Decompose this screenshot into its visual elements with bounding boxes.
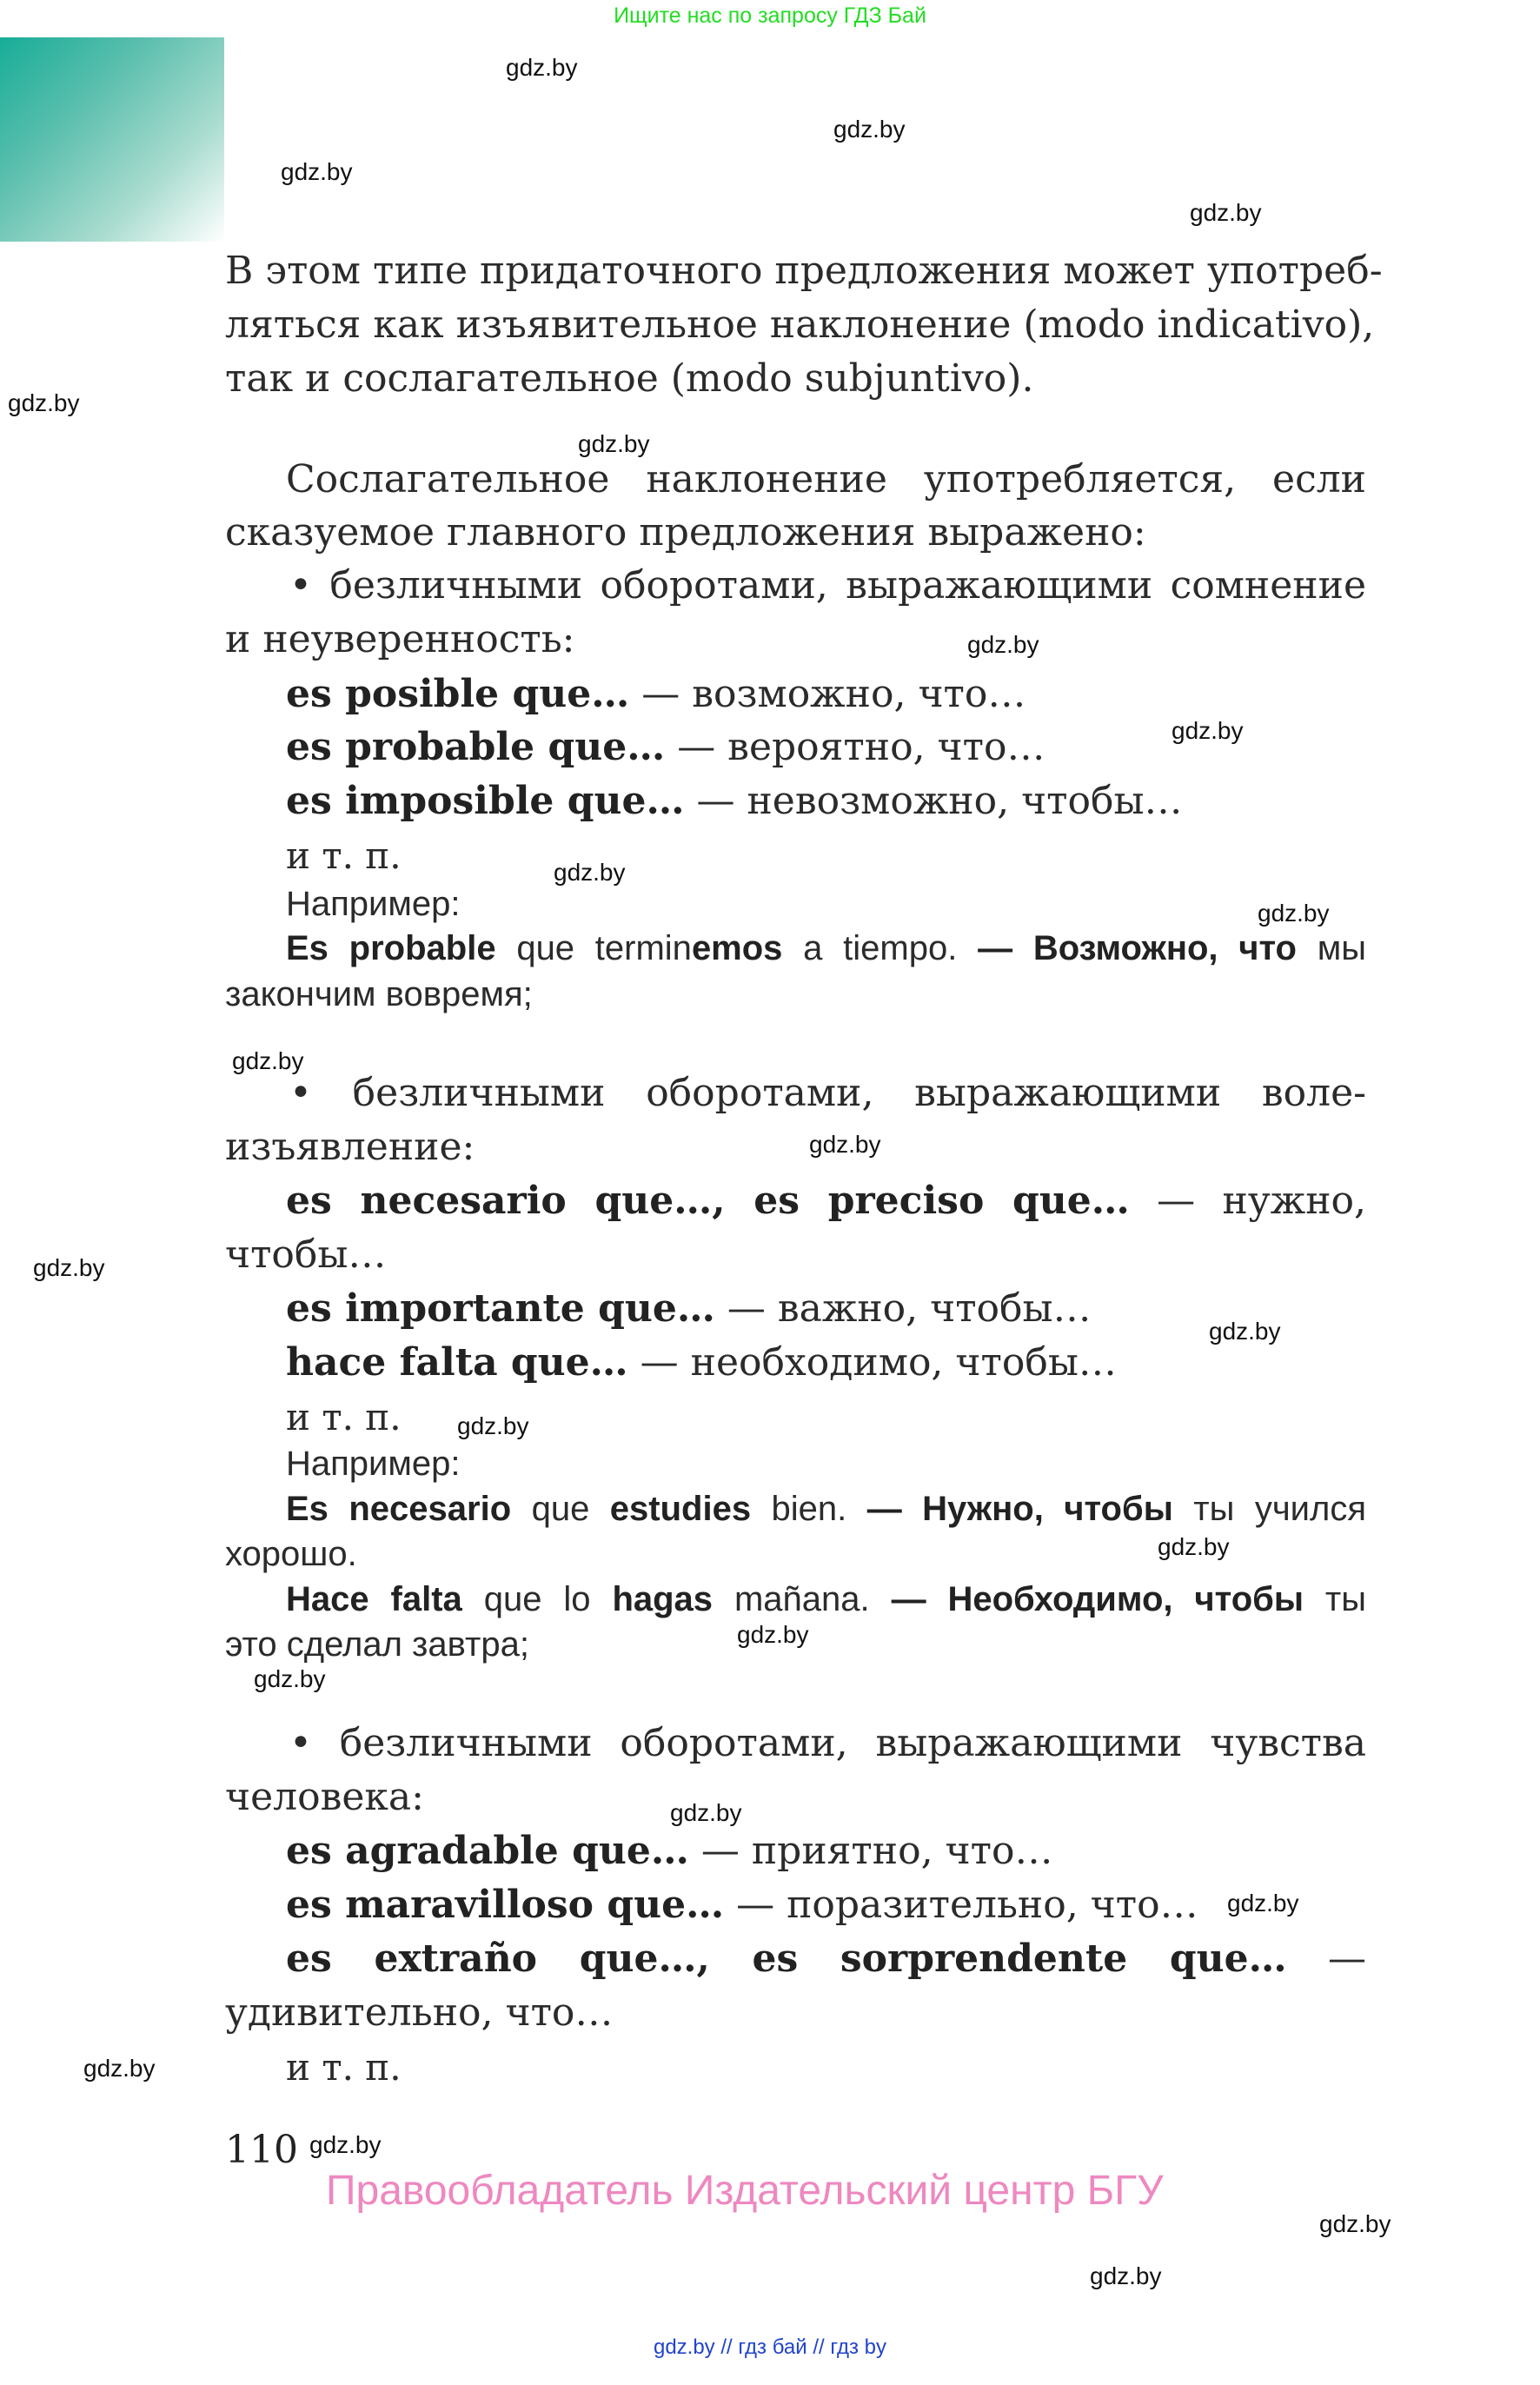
spanish-phrase: es maravilloso que… xyxy=(286,1883,725,1927)
section2-example-2-line-2: это сделал завтра; xyxy=(225,1625,529,1664)
section1-bullet-line-1: • безличными оборотами, выражающими сомнение xyxy=(289,563,1366,608)
translation: — невозможно, чтобы… xyxy=(684,779,1183,823)
watermark: gdz.by xyxy=(554,859,626,886)
section3-bullet-line-2: человека: xyxy=(225,1775,424,1819)
translation: — нужно, xyxy=(1129,1179,1366,1223)
translation: — вероятно, что… xyxy=(665,725,1045,769)
watermark: gdz.by xyxy=(578,430,650,457)
watermark: gdz.by xyxy=(1227,1890,1299,1917)
watermark: gdz.by xyxy=(809,1131,881,1158)
rule-line-2: сказуемое главного предложения выражено: xyxy=(225,510,1146,555)
watermark: gdz.by xyxy=(1209,1318,1281,1345)
translation: — важно, чтобы… xyxy=(714,1286,1092,1331)
spanish-phrase: es posible que… xyxy=(286,672,630,716)
section2-item-2 xyxy=(286,1286,1366,1331)
footer-links[interactable]: gdz.by // гдз бай // гдз by xyxy=(653,2335,887,2359)
section2-bullet-line-1: • безличными оборотами, выражающими воле- xyxy=(289,1071,1366,1115)
section3-item-1 xyxy=(286,1829,1366,1873)
translation: — xyxy=(1286,1937,1366,1981)
section1-example-line-1: Es probable que terminemos a tiempo. — Возможно, что мы xyxy=(286,929,1366,967)
watermark: gdz.by xyxy=(254,1665,326,1692)
section3-item-2 xyxy=(286,1883,1366,1927)
section1-item-1 xyxy=(286,672,1366,716)
watermark: gdz.by xyxy=(1158,1533,1230,1560)
section1-bullet-line-2: и неуверенность: xyxy=(225,617,575,661)
watermark: gdz.by xyxy=(1090,2262,1162,2289)
watermark: gdz.by xyxy=(457,1412,529,1439)
spanish-phrase: es importante que… xyxy=(286,1286,715,1331)
section3-item-3 xyxy=(286,1937,1366,1981)
spanish-phrase: es agradable que… xyxy=(286,1829,689,1873)
copyright-notice: Правообладатель Издательский центр БГУ xyxy=(326,2168,1164,2214)
section2-bullet-line-2: изъявление: xyxy=(225,1125,475,1169)
section2-item-1-cont: чтобы… xyxy=(225,1232,387,1277)
section1-example-line-2: закончим вовремя; xyxy=(225,975,533,1013)
spanish-phrase: hace falta que… xyxy=(286,1340,628,1385)
section2-example-label: Например: xyxy=(286,1445,461,1483)
watermark: gdz.by xyxy=(33,1254,105,1281)
section1-etc: и т. п. xyxy=(286,834,402,877)
section2-example-1-line-1: Es necesario que estudies bien. — Нужно, чтобы ты учился xyxy=(286,1490,1366,1528)
watermark: gdz.by xyxy=(309,2131,382,2158)
watermark: gdz.by xyxy=(1190,199,1262,226)
section2-example-1-line-2: хорошо. xyxy=(225,1535,357,1573)
rule-line-1: Сослагательное наклонение употребляется, если xyxy=(286,457,1366,502)
intro-line-2: ляться как изъявительное наклонение (modo indicativo), xyxy=(225,302,1375,347)
section2-item-3 xyxy=(286,1340,1366,1385)
watermark: gdz.by xyxy=(232,1047,304,1074)
section3-bullet-line-1: • безличными оборотами, выражающими чувства xyxy=(289,1721,1366,1765)
spanish-phrase: es necesario que…, es preciso que… xyxy=(286,1179,1130,1223)
spanish-phrase: es imposible que… xyxy=(286,779,685,823)
search-banner: Ищите нас по запросу ГДЗ Бай xyxy=(614,3,926,28)
watermark: gdz.by xyxy=(1319,2210,1391,2237)
intro-line-3: так и сослагательное (modo subjuntivo). xyxy=(225,356,1034,401)
section3-item-3-cont: удивительно, что… xyxy=(225,1990,614,2035)
section3-etc: и т. п. xyxy=(286,2046,402,2089)
translation: — возможно, что… xyxy=(629,672,1026,716)
spanish-phrase: es extraño que…, es sorprendente que… xyxy=(286,1937,1287,1981)
section1-item-3 xyxy=(286,779,1366,823)
watermark: gdz.by xyxy=(506,54,578,81)
section1-example-label: Например: xyxy=(286,885,461,923)
page-number: 110 xyxy=(225,2128,298,2172)
watermark: gdz.by xyxy=(8,389,80,416)
section2-example-2-line-1: Hace falta que lo hagas mañana. — Необходимо, чтобы ты xyxy=(286,1580,1367,1618)
section2-item-1 xyxy=(286,1179,1366,1223)
watermark: gdz.by xyxy=(83,2055,156,2082)
translation: — поразительно, что… xyxy=(724,1883,1198,1927)
watermark: gdz.by xyxy=(833,116,906,143)
watermark: gdz.by xyxy=(1172,717,1244,744)
watermark: gdz.by xyxy=(1258,900,1330,927)
translation: — приятно, что… xyxy=(688,1829,1053,1873)
translation: — необходимо, чтобы… xyxy=(627,1340,1117,1385)
watermark: gdz.by xyxy=(737,1621,809,1648)
decorative-gradient-block xyxy=(0,37,224,242)
section2-etc: и т. п. xyxy=(286,1396,402,1438)
spanish-phrase: es probable que… xyxy=(286,725,666,769)
intro-line-1: В этом типе придаточного предложения может употреб- xyxy=(225,249,1383,293)
watermark: gdz.by xyxy=(281,158,353,185)
watermark: gdz.by xyxy=(967,631,1039,658)
watermark: gdz.by xyxy=(670,1799,742,1826)
